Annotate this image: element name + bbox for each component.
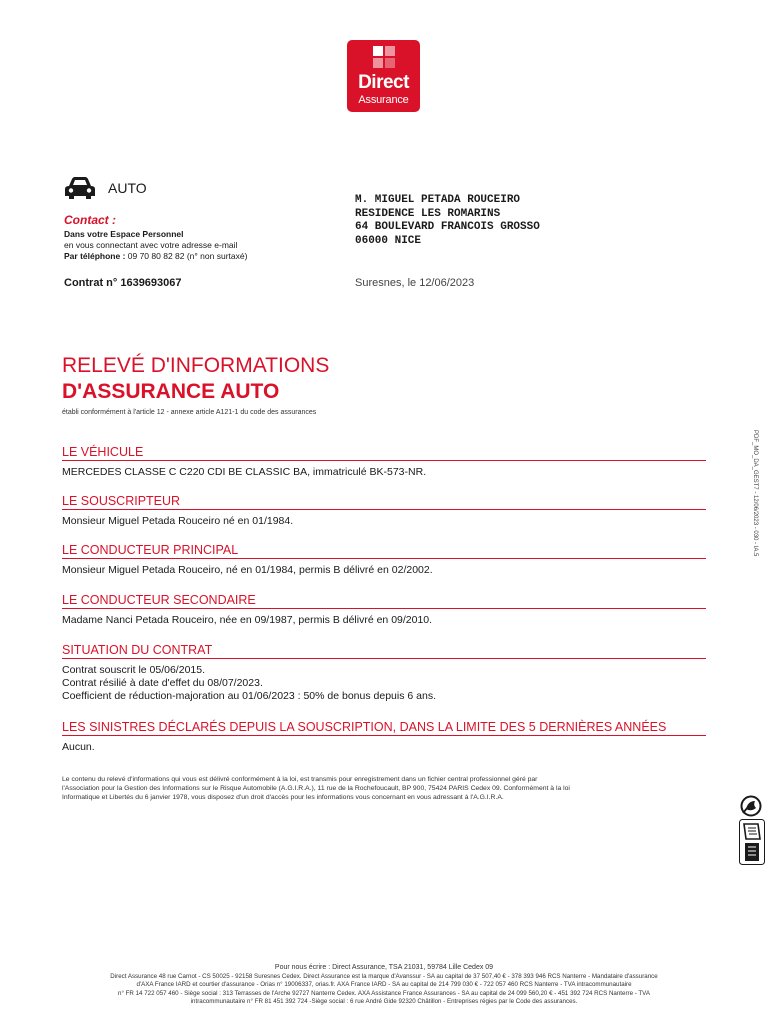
triman-icon xyxy=(739,819,765,865)
recipient-address xyxy=(355,194,540,248)
section-heading: LE SOUSCRIPTEUR xyxy=(62,494,706,510)
footer-write-to: Pour nous écrire : Direct Assurance, TSA 21031, 59784 Lille Cedex 09 xyxy=(274,964,494,971)
legal-notice xyxy=(62,775,706,803)
contact-espace-personnel: Dans votre Espace Personnel xyxy=(64,229,184,239)
address-line: RESIDENCE LES ROMARINS xyxy=(355,207,501,220)
legal-line: l'Association pour la Gestion des Informations sur le Risque Automobile (A.G.I.R.A.), 11 rue de la Rochefoucault, BP 900, 75424 PARIS Cedex 09. Conformément à la loi xyxy=(62,785,570,793)
footer-line: d'AXA France IARD et courtier d'assurance - Orias n° 19006337, orias.fr. AXA France IARD - SA au capital de 214 799 030 € - 722 057 460 RCS Nanterre - TVA intracommunautaire xyxy=(136,981,632,989)
contact-title: Contact : xyxy=(64,213,116,227)
section-vehicle xyxy=(62,445,706,479)
direct-assurance-logo xyxy=(347,40,420,112)
place-date: Suresnes, le 12/06/2023 xyxy=(355,277,475,289)
section-body xyxy=(62,664,706,703)
section-line: Monsieur Miguel Petada Rouceiro, né en 01/1984, permis B délivré en 02/2002. xyxy=(62,564,433,576)
document-title-line2: D'ASSURANCE AUTO xyxy=(62,380,280,403)
address-line: 64 BOULEVARD FRANCOIS GROSSO xyxy=(355,221,540,233)
address-line: M. MIGUEL PETADA ROUCEIRO xyxy=(355,194,521,206)
contact-phone-label: Par téléphone : xyxy=(64,251,126,261)
contact-email-info: en vous connectant avec votre adresse e-mail xyxy=(64,240,238,250)
footer-line: n° FR 14 722 057 460 - Siège social : 313 Terrasses de l'Arche 92727 Nanterre Cedex. AXA Assistance France Assurances - SA au capital de 24 099 560,20 € - 451 392 724 RCS Nanterre - TVA xyxy=(118,989,650,997)
section-body xyxy=(62,741,706,754)
section-line: Monsieur Miguel Petada Rouceiro né en 01/1984. xyxy=(62,515,294,527)
product-label: AUTO xyxy=(108,180,147,196)
legal-line: Le contenu du relevé d'informations qui vous est délivré conformément à la loi, est transmis pour enregistrement dans un fichier central professionnel géré par xyxy=(62,776,538,783)
eco-icon xyxy=(739,795,763,817)
section-body xyxy=(62,614,706,627)
document-subtitle: établi conformément à l'article 12 - annexe article A121-1 du code des assurances xyxy=(62,409,317,416)
footer-line: intracommunautaire n° FR 81 451 392 724 -Siège social : 6 rue André Gide 92320 Châtillon - Entreprises régies par le Code des assurances. xyxy=(190,998,578,1006)
section-line: Contrat résilié à date d'effet du 08/07/2023. xyxy=(62,677,263,689)
section-line: Contrat souscrit le 05/06/2015. xyxy=(62,664,206,676)
section-line: Madame Nanci Petada Rouceiro, née en 09/1987, permis B délivré en 09/2010. xyxy=(62,614,433,626)
address-line: 06000 NICE xyxy=(355,234,422,247)
footer-legal xyxy=(60,973,708,1007)
section-heading: LES SINISTRES DÉCLARÉS DEPUIS LA SOUSCRIPTION, DANS LA LIMITE DES 5 DERNIÈRES ANNÉES xyxy=(62,720,706,736)
logo-word-direct: Direct xyxy=(358,72,409,93)
section-heading: LE CONDUCTEUR SECONDAIRE xyxy=(62,593,706,609)
logo-squares-icon xyxy=(373,46,395,68)
section-heading: LE CONDUCTEUR PRINCIPAL xyxy=(62,543,706,559)
section-heading: SITUATION DU CONTRAT xyxy=(62,643,706,659)
section-line: Aucun. xyxy=(62,741,95,753)
section-subscriber xyxy=(62,494,706,528)
section-contract-status xyxy=(62,643,706,703)
document-title-line1: RELEVÉ D'INFORMATIONS xyxy=(62,354,330,377)
section-body xyxy=(62,466,706,479)
side-reference: PDF_MO_DA_GEST7 - 12/06/2023 - 030 - IA.5 xyxy=(752,430,758,557)
car-icon xyxy=(63,175,97,201)
footer-line: Direct Assurance 48 rue Carnot - CS 50025 - 92158 Suresnes Cedex. Direct Assurance est la marque d'Avanssur - SA au capital de 37 507,40 € - 378 393 946 RCS Nanterre - Mandataire d'assurance xyxy=(110,973,658,980)
section-secondary-driver xyxy=(62,593,706,627)
contact-phone-value: 09 70 80 82 82 (n° non surtaxé) xyxy=(125,251,248,261)
legal-line: Informatique et Libertés du 6 janvier 1978, vous disposez d'un droit d'accès pour les informations vous concernant en vous adressant à l'A.G.I.R.A. xyxy=(62,794,504,802)
section-heading: LE VÉHICULE xyxy=(62,445,706,461)
section-line: Coefficient de réduction-majoration au 01/06/2023 : 50% de bonus depuis 6 ans. xyxy=(62,690,436,702)
section-body xyxy=(62,515,706,528)
section-body xyxy=(62,564,706,577)
section-claims xyxy=(62,720,706,754)
contact-phone xyxy=(64,251,247,261)
logo-word-assurance: Assurance xyxy=(358,94,409,106)
section-line: MERCEDES CLASSE C C220 CDI BE CLASSIC BA, immatriculé BK-573-NR. xyxy=(62,466,427,478)
section-main-driver xyxy=(62,543,706,577)
contract-number: Contrat n° 1639693067 xyxy=(64,277,182,289)
